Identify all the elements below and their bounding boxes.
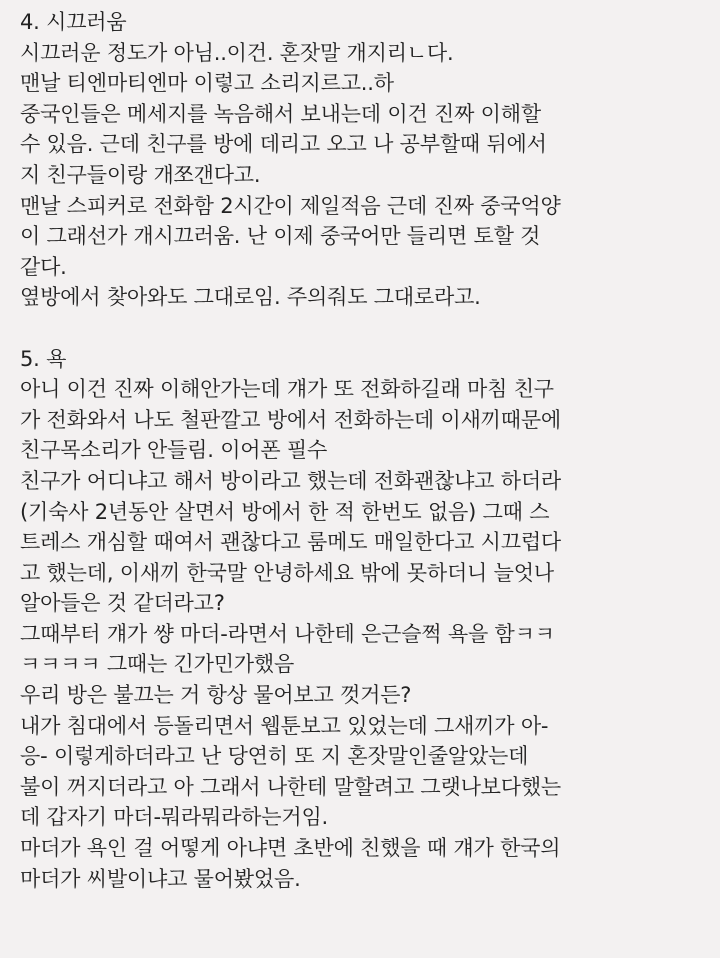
text-line: 데 갑자기 마더-뭐라뭐라하는거임. <box>20 805 329 830</box>
text-line: 내가 침대에서 등돌리면서 웹툰보고 있었는데 그새끼가 아- <box>20 713 549 738</box>
text-line: 고 했는데, 이새끼 한국말 안녕하세요 밖에 못하더니 늘엇나 <box>20 560 554 585</box>
text-line: 옆방에서 찾아와도 그대로임. 주의줘도 그대로라고. <box>20 285 481 310</box>
text-line: 중국인들은 메세지를 녹음해서 보내는데 이건 진짜 이해할 <box>20 101 541 126</box>
text-line: 맨날 티엔마티엔마 이렇고 소리지르고..하 <box>20 71 394 96</box>
text-line: 같다. <box>20 254 67 279</box>
section-4-heading: 4. 시끄러움 <box>20 10 127 34</box>
text-line: 맨날 스피커로 전화함 2시간이 제일적음 근데 진짜 중국억양 <box>20 193 561 218</box>
text-line: ㅋㅋㅋㅋ 그때는 긴가민가했음 <box>20 652 295 677</box>
text-line: 지 친구들이랑 개쪼갠다고. <box>20 162 261 187</box>
text-line: 마더가 씨발이냐고 물어봤었음. <box>20 866 301 891</box>
text-line: 불이 꺼지더라고 아 그래서 나한테 말할려고 그랫나보다했는 <box>20 774 561 799</box>
text-line: 수 있음. 근데 친구를 방에 데리고 오고 나 공부할때 뒤에서 <box>20 132 547 157</box>
text-line: 친구가 어디냐고 해서 방이라고 했는데 전화괜찮냐고 하더라 <box>20 468 561 493</box>
text-line: 트레스 개심할 때여서 괜찮다고 룸메도 매일한다고 시끄럽다 <box>20 530 561 555</box>
blank-line <box>20 313 720 344</box>
text-line: 우리 방은 불끄는 거 항상 물어보고 껏거든? <box>20 683 412 708</box>
text-line: 이 그래선가 개시끄러움. 난 이제 중국어만 들리면 토할 것 <box>20 224 541 249</box>
section-5-heading: 5. 욕 <box>20 346 67 371</box>
text-line: 응- 이렇게하더라고 난 당연히 또 지 혼잣말인줄알았는데 <box>20 744 529 769</box>
text-line: 아니 이건 진짜 이해안가는데 걔가 또 전화하길래 마침 친구 <box>20 377 554 402</box>
text-line: 친구목소리가 안들림. 이어폰 필수 <box>20 438 328 463</box>
text-line: 시끄러운 정도가 아님..이건. 혼잣말 개지리ㄴ다. <box>20 40 454 65</box>
text-line: 가 전화와서 나도 철판깔고 방에서 전화하는데 이새끼때문에 <box>20 407 561 432</box>
text-line: 마더가 욕인 걸 어떻게 아냐면 초반에 친했을 때 걔가 한국의 <box>20 836 561 861</box>
text-line: 그때부터 걔가 썅 마더-라면서 나한테 은근슬쩍 욕을 함ㅋㅋ <box>20 621 555 646</box>
text-line: 알아들은 것 같더라고? <box>20 591 225 616</box>
text-line: (기숙사 2년동안 살면서 방에서 한 적 한번도 없음) 그때 스 <box>20 499 550 524</box>
